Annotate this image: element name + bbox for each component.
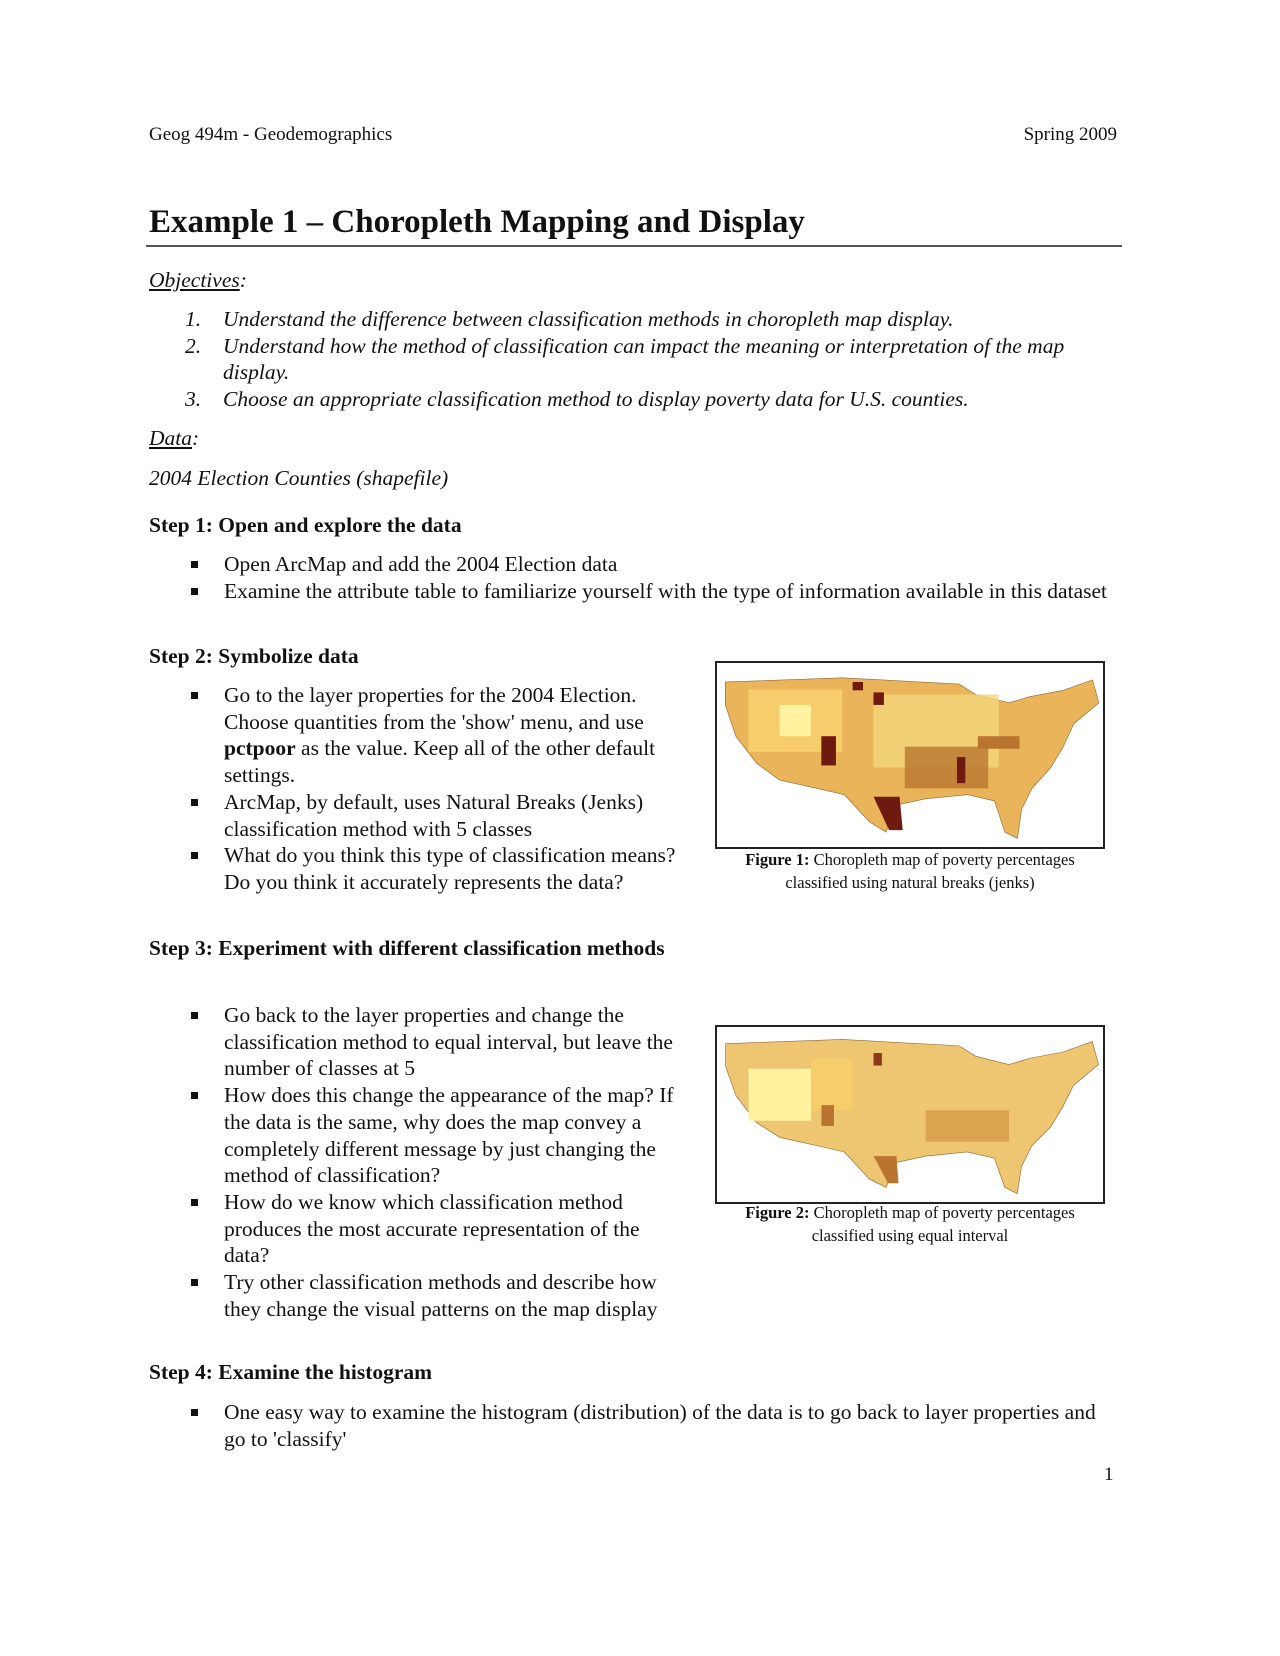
list-item: Go to the layer properties for the 2004 Election. Choose quantities from the 'show' menu, and use pctpoor as the value. Keep all of the other default settings.	[149, 682, 679, 789]
choropleth-map-natural-breaks	[717, 663, 1103, 847]
dataset-name: 2004 Election Counties (shapefile)	[149, 466, 449, 490]
list-item: How does this change the appearance of the map? If the data is the same, why does the map convey a completely different message by just changing the method of classification?	[149, 1082, 679, 1189]
list-item: Try other classification methods and describe how they change the visual patterns on the map display	[149, 1269, 679, 1322]
step2-heading: Step 2: Symbolize data	[149, 644, 359, 668]
page-title: Example 1 – Choropleth Mapping and Display	[149, 204, 805, 240]
list-item: ArcMap, by default, uses Natural Breaks (Jenks) classification method with 5 classes	[149, 789, 679, 842]
figure2-map	[715, 1025, 1105, 1204]
page-number: 1	[1104, 1464, 1114, 1485]
list-item: Examine the attribute table to familiarize yourself with the type of information available in this dataset	[149, 578, 1117, 605]
objective-item: 2. Understand how the method of classification can impact the meaning or interpretation of the map display.	[185, 333, 1065, 385]
step3-heading: Step 3: Experiment with different classification methods	[149, 936, 665, 960]
step1-heading: Step 1: Open and explore the data	[149, 513, 462, 537]
step2-list	[149, 682, 679, 896]
step3-list	[149, 1002, 679, 1322]
figure1-caption: Figure 1: Choropleth map of poverty percentages classified using natural breaks (jenks)	[745, 850, 1075, 892]
list-item: What do you think this type of classification means? Do you think it accurately represents the data?	[149, 842, 679, 895]
objective-item: 3. Choose an appropriate classification method to display poverty data for U.S. counties.	[185, 387, 969, 412]
figure1-map	[715, 661, 1105, 849]
objective-item: 1. Understand the difference between classification methods in choropleth map display.	[185, 307, 954, 331]
title-rule	[146, 245, 1122, 247]
list-item: How do we know which classification method produces the most accurate representation of the data?	[149, 1189, 679, 1269]
choropleth-map-equal-interval	[717, 1027, 1103, 1202]
list-item: Go back to the layer properties and change the classification method to equal interval, but leave the number of classes at 5	[149, 1002, 679, 1082]
data-heading: Data:	[149, 426, 200, 450]
list-item: Open ArcMap and add the 2004 Election data	[149, 551, 1117, 578]
term-header: Spring 2009	[1023, 124, 1117, 145]
course-header: Geog 494m - Geodemographics	[149, 124, 393, 145]
list-item: One easy way to examine the histogram (distribution) of the data is to go back to layer properties and go to 'classify'	[149, 1399, 1117, 1452]
step1-list	[149, 551, 1117, 604]
step4-heading: Step 4: Examine the histogram	[149, 1360, 433, 1384]
step4-list	[149, 1399, 1117, 1452]
objectives-heading: Objectives:	[149, 268, 247, 292]
objectives-list	[149, 306, 1117, 413]
figure2-caption: Figure 2: Choropleth map of poverty percentages classified using equal interval	[745, 1203, 1075, 1245]
